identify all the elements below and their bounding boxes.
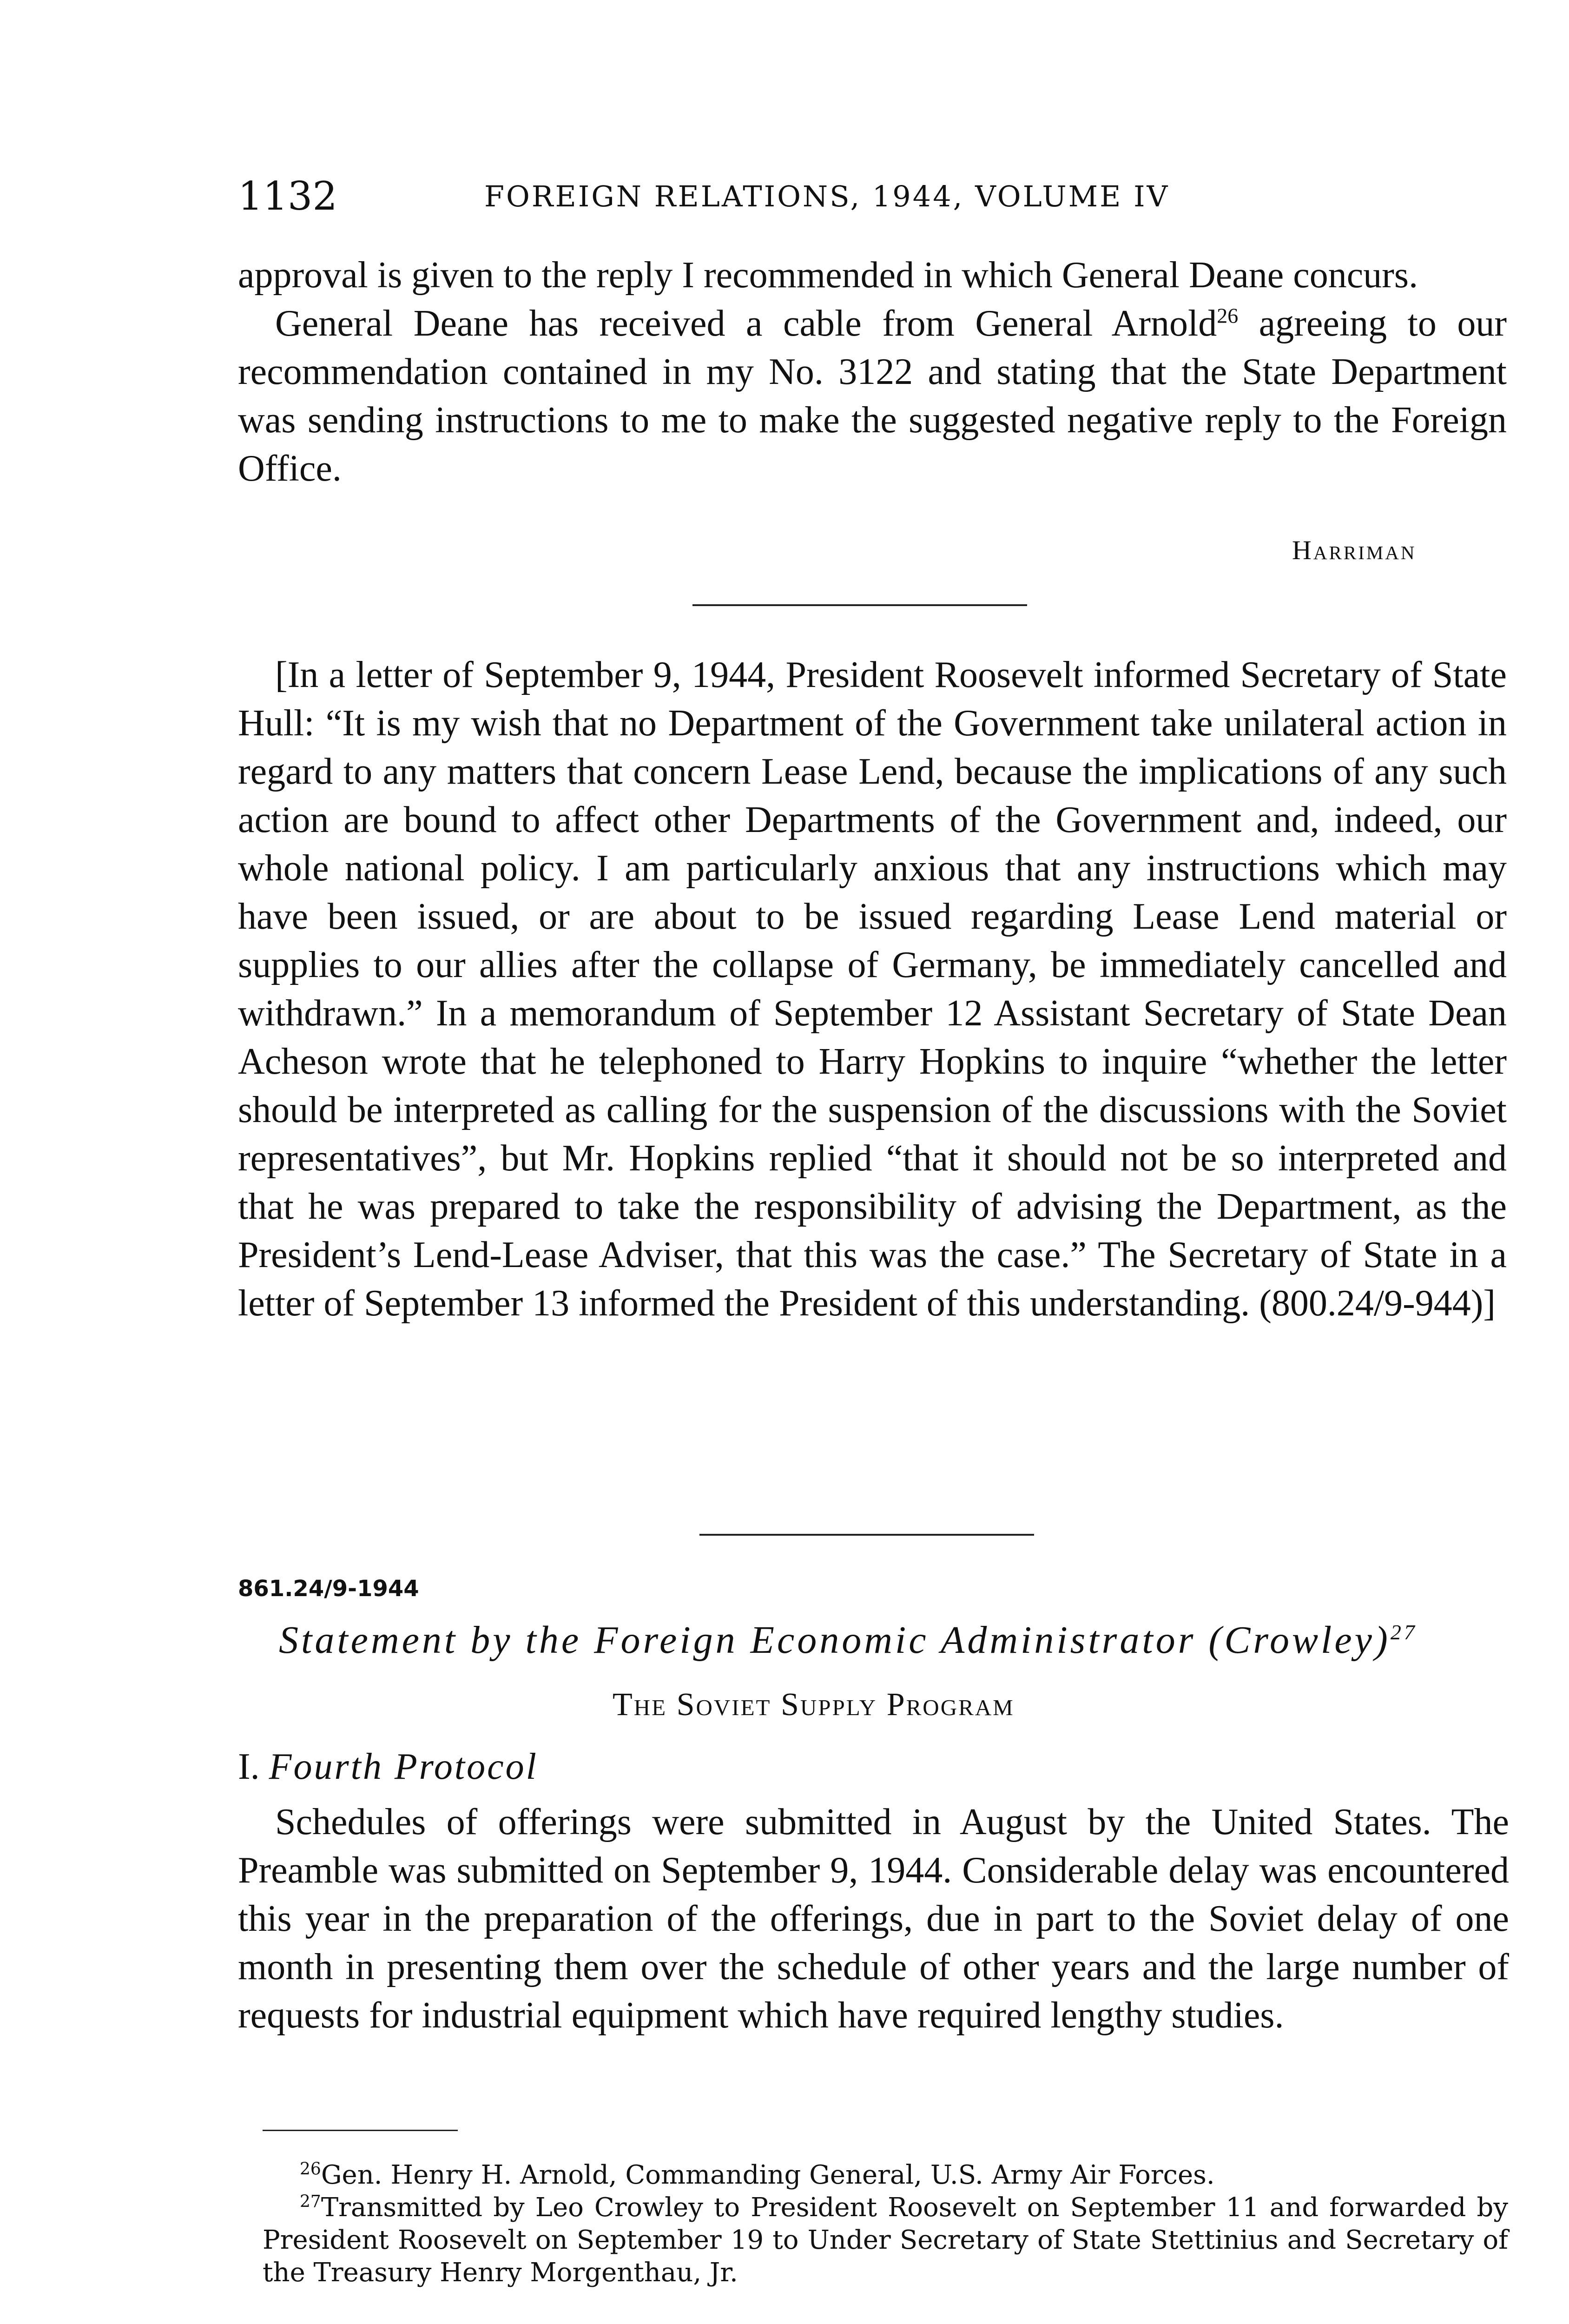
signature: Harriman [1292, 535, 1417, 565]
document-heading [279, 1618, 1417, 1663]
arnold-cable-text-start: General Deane has received a cable from General Arnold [275, 303, 1217, 344]
footnotes [263, 2159, 1508, 2289]
page-number: 1132 [238, 173, 337, 219]
footnote-rule [263, 2130, 458, 2131]
footnote-26 [263, 2159, 1508, 2192]
document-subheading: The Soviet Supply Program [613, 1687, 1015, 1723]
section-title: Fourth Protocol [269, 1746, 538, 1787]
footnote-number: 27 [300, 2192, 321, 2212]
footnote-ref-27: 27 [1390, 1620, 1417, 1644]
continuation-text [238, 251, 1507, 493]
editorial-note [238, 651, 1507, 1327]
footnote-27 [263, 2192, 1508, 2289]
section-divider [692, 604, 1027, 606]
arnold-cable-text-end: agreeing to our recommendation contained in my No. 3122 and stating that the State Department was sending instructions to me to make the suggested negative reply to the Foreign Office. [238, 303, 1507, 489]
section-body-paragraph: Schedules of offerings were submitted in August by the United States. The Preamble was submitted on September 9, 1944. Considerable delay was encountered this year in the preparation of the offerings, due in part to the Soviet delay of one month in presenting them over the schedule of other years and the large number of requests for industrial equipment which have required lengthy studies. [238, 1802, 1509, 2036]
document-heading-text: Statement by the Foreign Economic Administrator (Crowley) [279, 1618, 1391, 1662]
arnold-cable-paragraph [238, 299, 1507, 493]
footnote-ref-26: 26 [1217, 304, 1239, 328]
running-title: FOREIGN RELATIONS, 1944, VOLUME IV [484, 179, 1170, 213]
file-number: 861.24/9-1944 [238, 1576, 419, 1602]
section-divider [699, 1534, 1034, 1536]
footnote-text: Gen. Henry H. Arnold, Commanding General, U.S. Army Air Forces. [321, 2160, 1215, 2190]
editorial-note-paragraph: [In a letter of September 9, 1944, President Roosevelt informed Secretary of State Hull: “It is my wish that no Department of the Government take unilateral action in regard to any matters that concern Lease Lend, because the implications of any such action are bound to affect other Departments of the Government and, indeed, our whole national policy. I am particularly anxious that any instructions which may have been issued, or are about to be issued regarding Lease Lend material or supplies to our allies after the collapse of Germany, be immediately cancelled and withdrawn.” In a memorandum of September 12 Assistant Secretary of State Dean Acheson wrote that he telephoned to Harry Hopkins to inquire “whether the letter should be interpreted as calling for the suspension of the discussions with the Soviet representatives”, but Mr. Hopkins replied “that it should not be so interpreted and that he was prepared to take the responsibility of advising the Department, as the President’s Lend-Lease Adviser, that this was the case.” The Secretary of State in a letter of September 13 informed the President of this understanding. (800.24/9-944)] [238, 654, 1507, 1324]
section-heading [238, 1746, 538, 1788]
footnote-number: 26 [300, 2159, 321, 2179]
footnote-text: Transmitted by Leo Crowley to President Roosevelt on September 11 and forwarded by President Roosevelt on September 19 to Under Secretary of State Stettinius and Secretary of the Treasury Henry Morgenthau, Jr. [263, 2192, 1508, 2288]
page-header [238, 173, 1307, 219]
continuation-paragraph: approval is given to the reply I recommended in which General Deane concurs. [238, 255, 1418, 296]
section-body [238, 1798, 1509, 2040]
section-number: I. [238, 1746, 260, 1787]
